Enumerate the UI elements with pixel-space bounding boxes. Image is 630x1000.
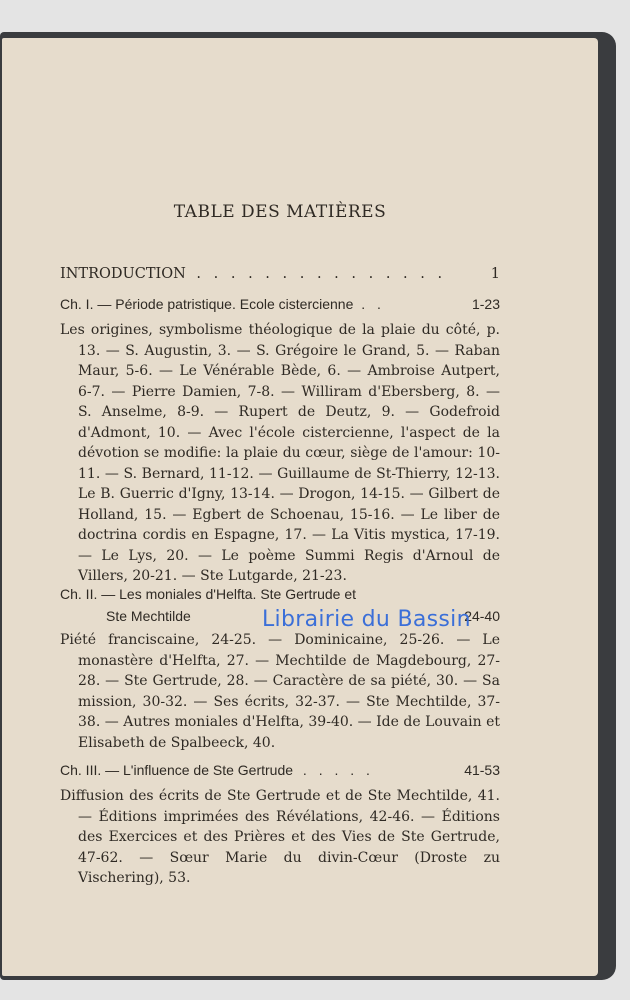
chapter-2-label: Ch. II. — Les moniales d'Helfta. Ste Gertrude et [60, 586, 357, 602]
toc-chapter-2 [60, 584, 500, 604]
chapter-3-pages: 41-53 [464, 762, 500, 778]
chapter-2-pages: 24-40 [464, 608, 500, 624]
chapter-1-summary: Les origines, symbolisme théologique de la plaie du côté, p. 13. — S. Augustin, 3. — S. Grégoire le Grand, 5. — Raban Maur, 5-6. — Le Vénérable Bède, 6. — Ambroise Autpert, 6-7. — Pierre Damien, 7-8. — Williram d'Ebersberg, 8. — S. Anselme, 8-9. — Rupert de Deutz, 9. — Godefroid d'Admont, 10. — Avec l'école cistercienne, l'aspect de la dévotion se modifie: la plaie du cœur, siège de l'amour: 10-11. — S. Bernard, 11-12. — Guillaume de St-Thierry, 12-13. Le B. Guerric d'Igny, 13-14. — Drogon, 14-15. — Gilbert de Holland, 15. — Egbert de Schoenau, 15-16. — Le liber de doctrina cordis en Espagne, 17. — La Vitis mystica, 17-19. — Le Lys, 20. — Le poème Summi Regis d'Arnoul de Villers, 20-21. — Ste Lutgarde, 21-23. [60, 322, 500, 584]
introduction-page: 1 [490, 266, 500, 282]
chapter-2-label-2: Ste Mechtilde [106, 608, 191, 624]
toc-chapter-3: Ch. III. — L'influence de Ste Gertrude . . . . . 41-53 [60, 762, 500, 778]
introduction-label: INTRODUCTION [60, 266, 186, 282]
chapter-2-summary: Piété franciscaine, 24-25. — Dominicaine, 25-26. — Le monastère d'Helfta, 27. — Mechtilde de Magdebourg, 27-28. — Ste Gertrude, 28. — Caractère de sa piété, 30. — Sa mission, 30-32. — Ses écrits, 32-37. — Ste Mechtilde, 37-38. — Autres moniales d'Helfta, 39-40. — Ide de Louvain et Elisabeth de Spalbeeck, 40. [60, 632, 500, 751]
toc-chapter-1: Ch. I. — Période patristique. Ecole cistercienne . . 1-23 [60, 296, 500, 312]
toc-introduction: INTRODUCTION . . . . . . . . . . . . . . . 1 [60, 266, 500, 282]
page-title: TABLE DES MATIÈRES [173, 202, 387, 222]
chapter-3-summary: Diffusion des écrits de Ste Gertrude et de Ste Mechtilde, 41. — Éditions imprimées des Révélations, 42-46. — Éditions des Exercices et des Prières et des Vies de Ste Gertrude, 47-62. — Sœur Marie du divin-Cœur (Droste zu Vischering), 53. [60, 788, 500, 886]
chapter-1-label: Ch. I. — Période patristique. Ecole cistercienne [60, 296, 354, 312]
chapter-1-pages: 1-23 [471, 296, 500, 312]
book-page [2, 38, 598, 976]
chapter-3-label: Ch. III. — L'influence de Ste Gertrude [60, 762, 294, 778]
watermark: Librairie du Bassin [262, 607, 471, 632]
